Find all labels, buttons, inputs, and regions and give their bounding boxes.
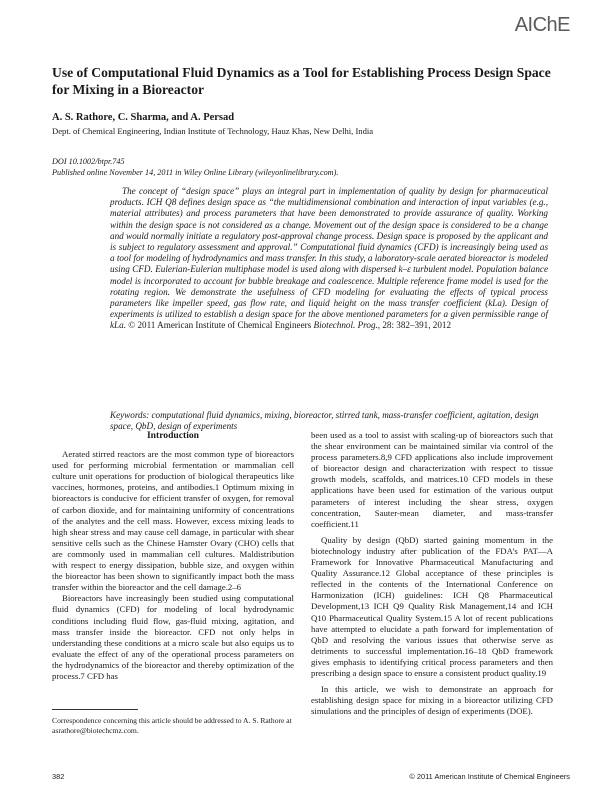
intro-paragraph-3: been used as a tool to assist with scaling-up of bioreactors such that the shear environment can be maintained similar via control of the process parameters.8,9 CFD applications also include improvement of bioreactor design and characterization with respect to tissue growth models, scaffolds, and matrices.10 CFD models in these applications have been used for estimation of the various output parameters of interest including the shear stress, oxygen concentration, Sauter-mean diameter, and mass-transfer coefficient.11	[311, 430, 553, 529]
keywords: Keywords: computational fluid dynamics, mixing, bioreactor, stirred tank, mass-transfer coefficient, agitation, design space, QbD, design of experiments	[110, 410, 539, 432]
published-line: Published online November 14, 2011 in Wiley Online Library (wileyonlinelibrary.com).	[52, 168, 339, 177]
right-column	[311, 430, 553, 717]
journal-logo: AIChE	[514, 14, 570, 36]
abstract-body: The concept of “design space” plays an integral part in implementation of quality by design for pharmaceutical products. ICH Q8 defines design space as “the multidimensional combination and interaction of input variables (e.g., material attributes) and process parameters that have been demonstrated to provide assurance of quality. Working within the design space is not considered as a change. Movement out of the design space is considered to be a change and would normally initiate a regulatory post-approval change process. Design space is proposed by the applicant and is subject to regulatory assessment and approval.” Computational fluid dynamics (CFD) is increasingly being used as a tool for modeling of hydrodynamics and mass transfer. In this study, a laboratory-scale aerated bioreactor is modeled using CFD. Eulerian-Eulerian multiphase model is used along with dispersed k–ε turbulent model. Population balance model is incorporated to account for bubble breakage and coalescence. Multiple reference frame model is used for the rotating region. We demonstrate the usefulness of CFD modeling for evaluating the effects of typical process parameters like impeller speed, gas flow rate, and liquid height on the mass transfer coefficient (kLa). Design of experiments is utilized to establish a design space for the above mentioned parameters for a given permissible range of kLa.	[110, 186, 548, 331]
intro-paragraph-1: Aerated stirred reactors are the most common type of bioreactors used for performing microbial fermentation or mammalian cell culture unit operations for production of biological therapeutics like vaccines, hormones, proteins, and antibodies.1 Optimum mixing in bioreactors is conducive for efficient transfer of oxygen, for removal of carbon dioxide, and for maintaining uniformity of concentrations of the analytes and the cell mass. However, excess mixing leads to high shear stress and may cause cell damage, in particular with shear sensitive cells such as the Chinese Hamster Ovary (CHO) cells that are commonly used in mammalian cell cultures. Maldistribution with respect to energy dissipation, bubble size, and oxygen within the bioreactor has been shown to significantly impact both the mass transfer within the bioreactor and the cell damage.2–6	[52, 449, 294, 593]
affiliation: Dept. of Chemical Engineering, Indian Institute of Technology, Hauz Khas, New Delhi, India	[52, 126, 374, 136]
doi: DOI 10.1002/btpr.745	[52, 157, 125, 166]
intro-paragraph-2: Bioreactors have increasingly been studied using computational fluid dynamics (CFD) for modeling of local hydrodynamic conditions including fluid flow, gas-fluid mixing, agitation, and mass transfer inside the bioreactor. CFD not only helps in understanding these conditions at a micro scale but also equips us to evaluate the effect of any of the operational process parameters on the hydrodynamics of the bioreactor and thereby optimization of the process.7 CFD has	[52, 593, 294, 681]
left-column	[52, 430, 294, 682]
correspondence-footnote: Correspondence concerning this article should be addressed to A. S. Rathore at asrathore@biotechcmz.com.	[52, 716, 292, 735]
abstract	[110, 186, 548, 332]
abstract-copyright: © 2011 American Institute of Chemical Engineers	[128, 320, 312, 331]
page-number: 382	[52, 772, 65, 781]
intro-paragraph-5: In this article, we wish to demonstrate an approach for establishing design space for mixing in a bioreactor utilizing CFD simulations and the principles of design of experiments (DOE).	[311, 684, 553, 717]
abstract-citation: , 28: 382–391, 2012	[377, 320, 452, 331]
footer-copyright: © 2011 American Institute of Chemical Engineers	[409, 772, 570, 781]
publication-info	[52, 156, 552, 178]
author-list: A. S. Rathore, C. Sharma, and A. Persad	[52, 112, 235, 123]
abstract-journal: Biotechnol. Prog.	[313, 320, 378, 331]
section-heading-introduction: Introduction	[146, 430, 200, 441]
article-title: Use of Computational Fluid Dynamics as a Tool for Establishing Process Design Space for Mixing in a Bioreactor	[52, 65, 551, 97]
footnote-divider	[52, 709, 138, 710]
intro-paragraph-4: Quality by design (QbD) started gaining momentum in the biotechnology industry after publication of the FDA’s PAT—A Framework for Innovative Pharmaceutical Manufacturing and Quality Assurance.12 Global acceptance of these principles is reflected in the contents of the International Conference on Harmonization (ICH) guidelines: ICH Q8 Pharmaceutical Development,13 ICH Q9 Quality Risk Management,14 and ICH Q10 Pharmaceutical Quality System.15 A lot of recent publications have attempted to elucidate a path forward for implementation of QbD and resolving the various issues that otherwise serve as detriments to successful implementation.16–18 QbD framework gives emphasis to identifying critical process parameters and then prescribing a design space to ensure a consistent product quality.19	[311, 534, 553, 678]
